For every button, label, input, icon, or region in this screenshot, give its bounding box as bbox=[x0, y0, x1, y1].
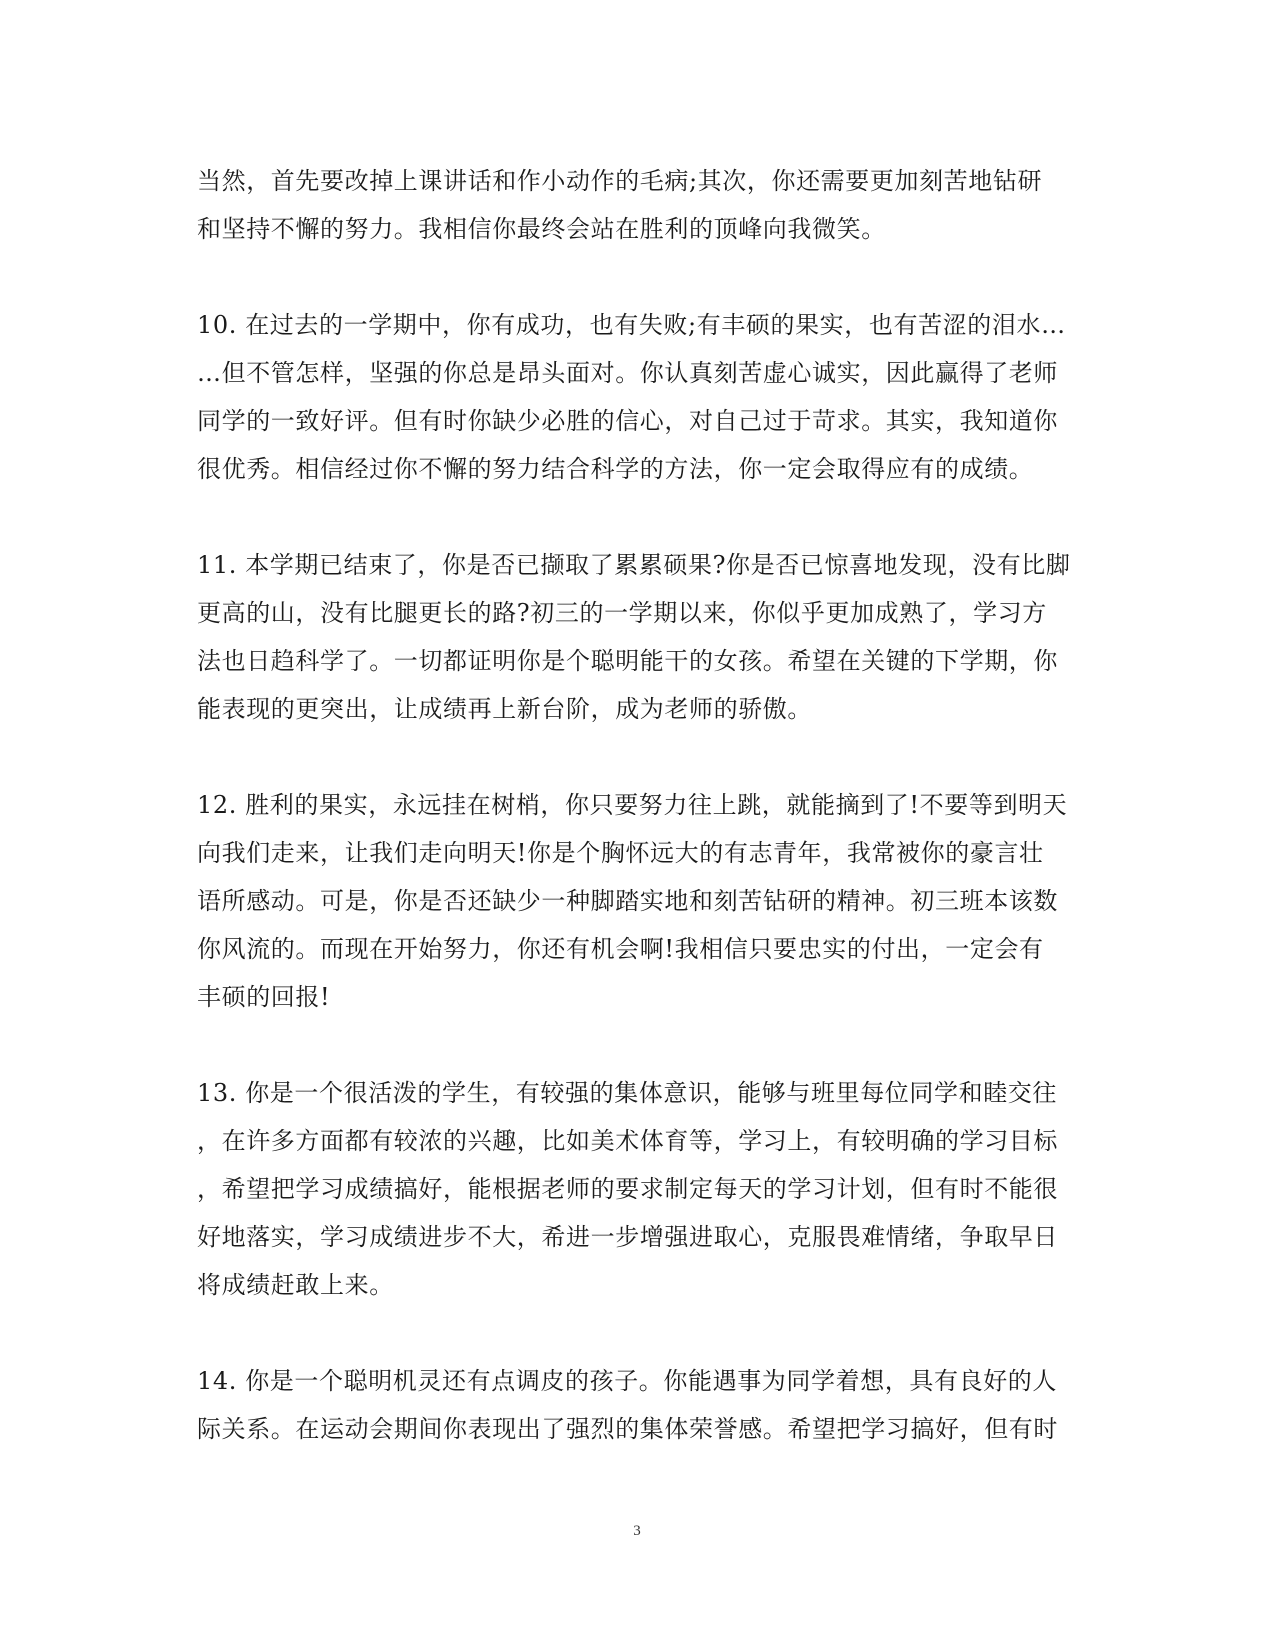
text-line: 和坚持不懈的努力。我相信你最终会站在胜利的顶峰向我微笑。 bbox=[197, 215, 886, 243]
text-line: 10. 在过去的一学期中，你有成功，也有失败;有丰硕的果实，也有苦涩的泪水… bbox=[197, 311, 1066, 339]
paragraph-spacer bbox=[197, 1309, 1070, 1357]
paragraph-continued bbox=[197, 157, 1070, 253]
text-line: 12. 胜利的果实，永远挂在树梢，你只要努力往上跳，就能摘到了!不要等到明天 bbox=[197, 791, 1068, 819]
text-line: 法也日趋科学了。一切都证明你是个聪明能干的女孩。希望在关键的下学期，你 bbox=[197, 647, 1058, 675]
document-body bbox=[197, 157, 1070, 1453]
text-line: 14. 你是一个聪明机灵还有点调皮的孩子。你能遇事为同学着想，具有良好的人 bbox=[197, 1367, 1057, 1395]
text-line: 语所感动。可是，你是否还缺少一种脚踏实地和刻苦钻研的精神。初三班本该数 bbox=[197, 887, 1058, 915]
paragraph-12 bbox=[197, 781, 1070, 1021]
text-line: 好地落实，学习成绩进步不大，希进一步增强进取心，克服畏难情绪，争取早日 bbox=[197, 1223, 1058, 1251]
text-line: ，在许多方面都有较浓的兴趣，比如美术体育等，学习上，有较明确的学习目标 bbox=[197, 1127, 1058, 1155]
text-line: 将成绩赶敢上来。 bbox=[197, 1271, 394, 1299]
page-number: 3 bbox=[633, 1523, 641, 1539]
paragraph-11 bbox=[197, 541, 1070, 733]
text-line: ，希望把学习成绩搞好，能根据老师的要求制定每天的学习计划，但有时不能很 bbox=[197, 1175, 1058, 1203]
paragraph-spacer bbox=[197, 493, 1070, 541]
text-line: 更高的山，没有比腿更长的路?初三的一学期以来，你似乎更加成熟了，学习方 bbox=[197, 599, 1047, 627]
text-line: 你风流的。而现在开始努力，你还有机会啊!我相信只要忠实的付出，一定会有 bbox=[197, 935, 1044, 963]
text-line: 很优秀。相信经过你不懈的努力结合科学的方法，你一定会取得应有的成绩。 bbox=[197, 455, 1034, 483]
text-line: 同学的一致好评。但有时你缺少必胜的信心，对自己过于苛求。其实，我知道你 bbox=[197, 407, 1058, 435]
text-line: 能表现的更突出，让成绩再上新台阶，成为老师的骄傲。 bbox=[197, 695, 812, 723]
paragraph-spacer bbox=[197, 253, 1070, 301]
paragraph-13 bbox=[197, 1069, 1070, 1309]
text-line: 丰硕的回报! bbox=[197, 983, 331, 1011]
text-line: …但不管怎样，坚强的你总是昂头面对。你认真刻苦虚心诚实，因此赢得了老师 bbox=[197, 359, 1058, 387]
paragraph-spacer bbox=[197, 733, 1070, 781]
paragraph-spacer bbox=[197, 1021, 1070, 1069]
text-line: 11. 本学期已结束了，你是否已撷取了累累硕果?你是否已惊喜地发现，没有比脚 bbox=[197, 551, 1071, 579]
text-line: 向我们走来，让我们走向明天!你是个胸怀远大的有志青年，我常被你的豪言壮 bbox=[197, 839, 1044, 867]
paragraph-14 bbox=[197, 1357, 1070, 1453]
paragraph-10 bbox=[197, 301, 1070, 493]
text-line: 13. 你是一个很活泼的学生，有较强的集体意识，能够与班里每位同学和睦交往 bbox=[197, 1079, 1057, 1107]
text-line: 当然，首先要改掉上课讲话和作小动作的毛病;其次，你还需要更加刻苦地钻研 bbox=[197, 167, 1043, 195]
text-line: 际关系。在运动会期间你表现出了强烈的集体荣誉感。希望把学习搞好，但有时 bbox=[197, 1415, 1058, 1443]
